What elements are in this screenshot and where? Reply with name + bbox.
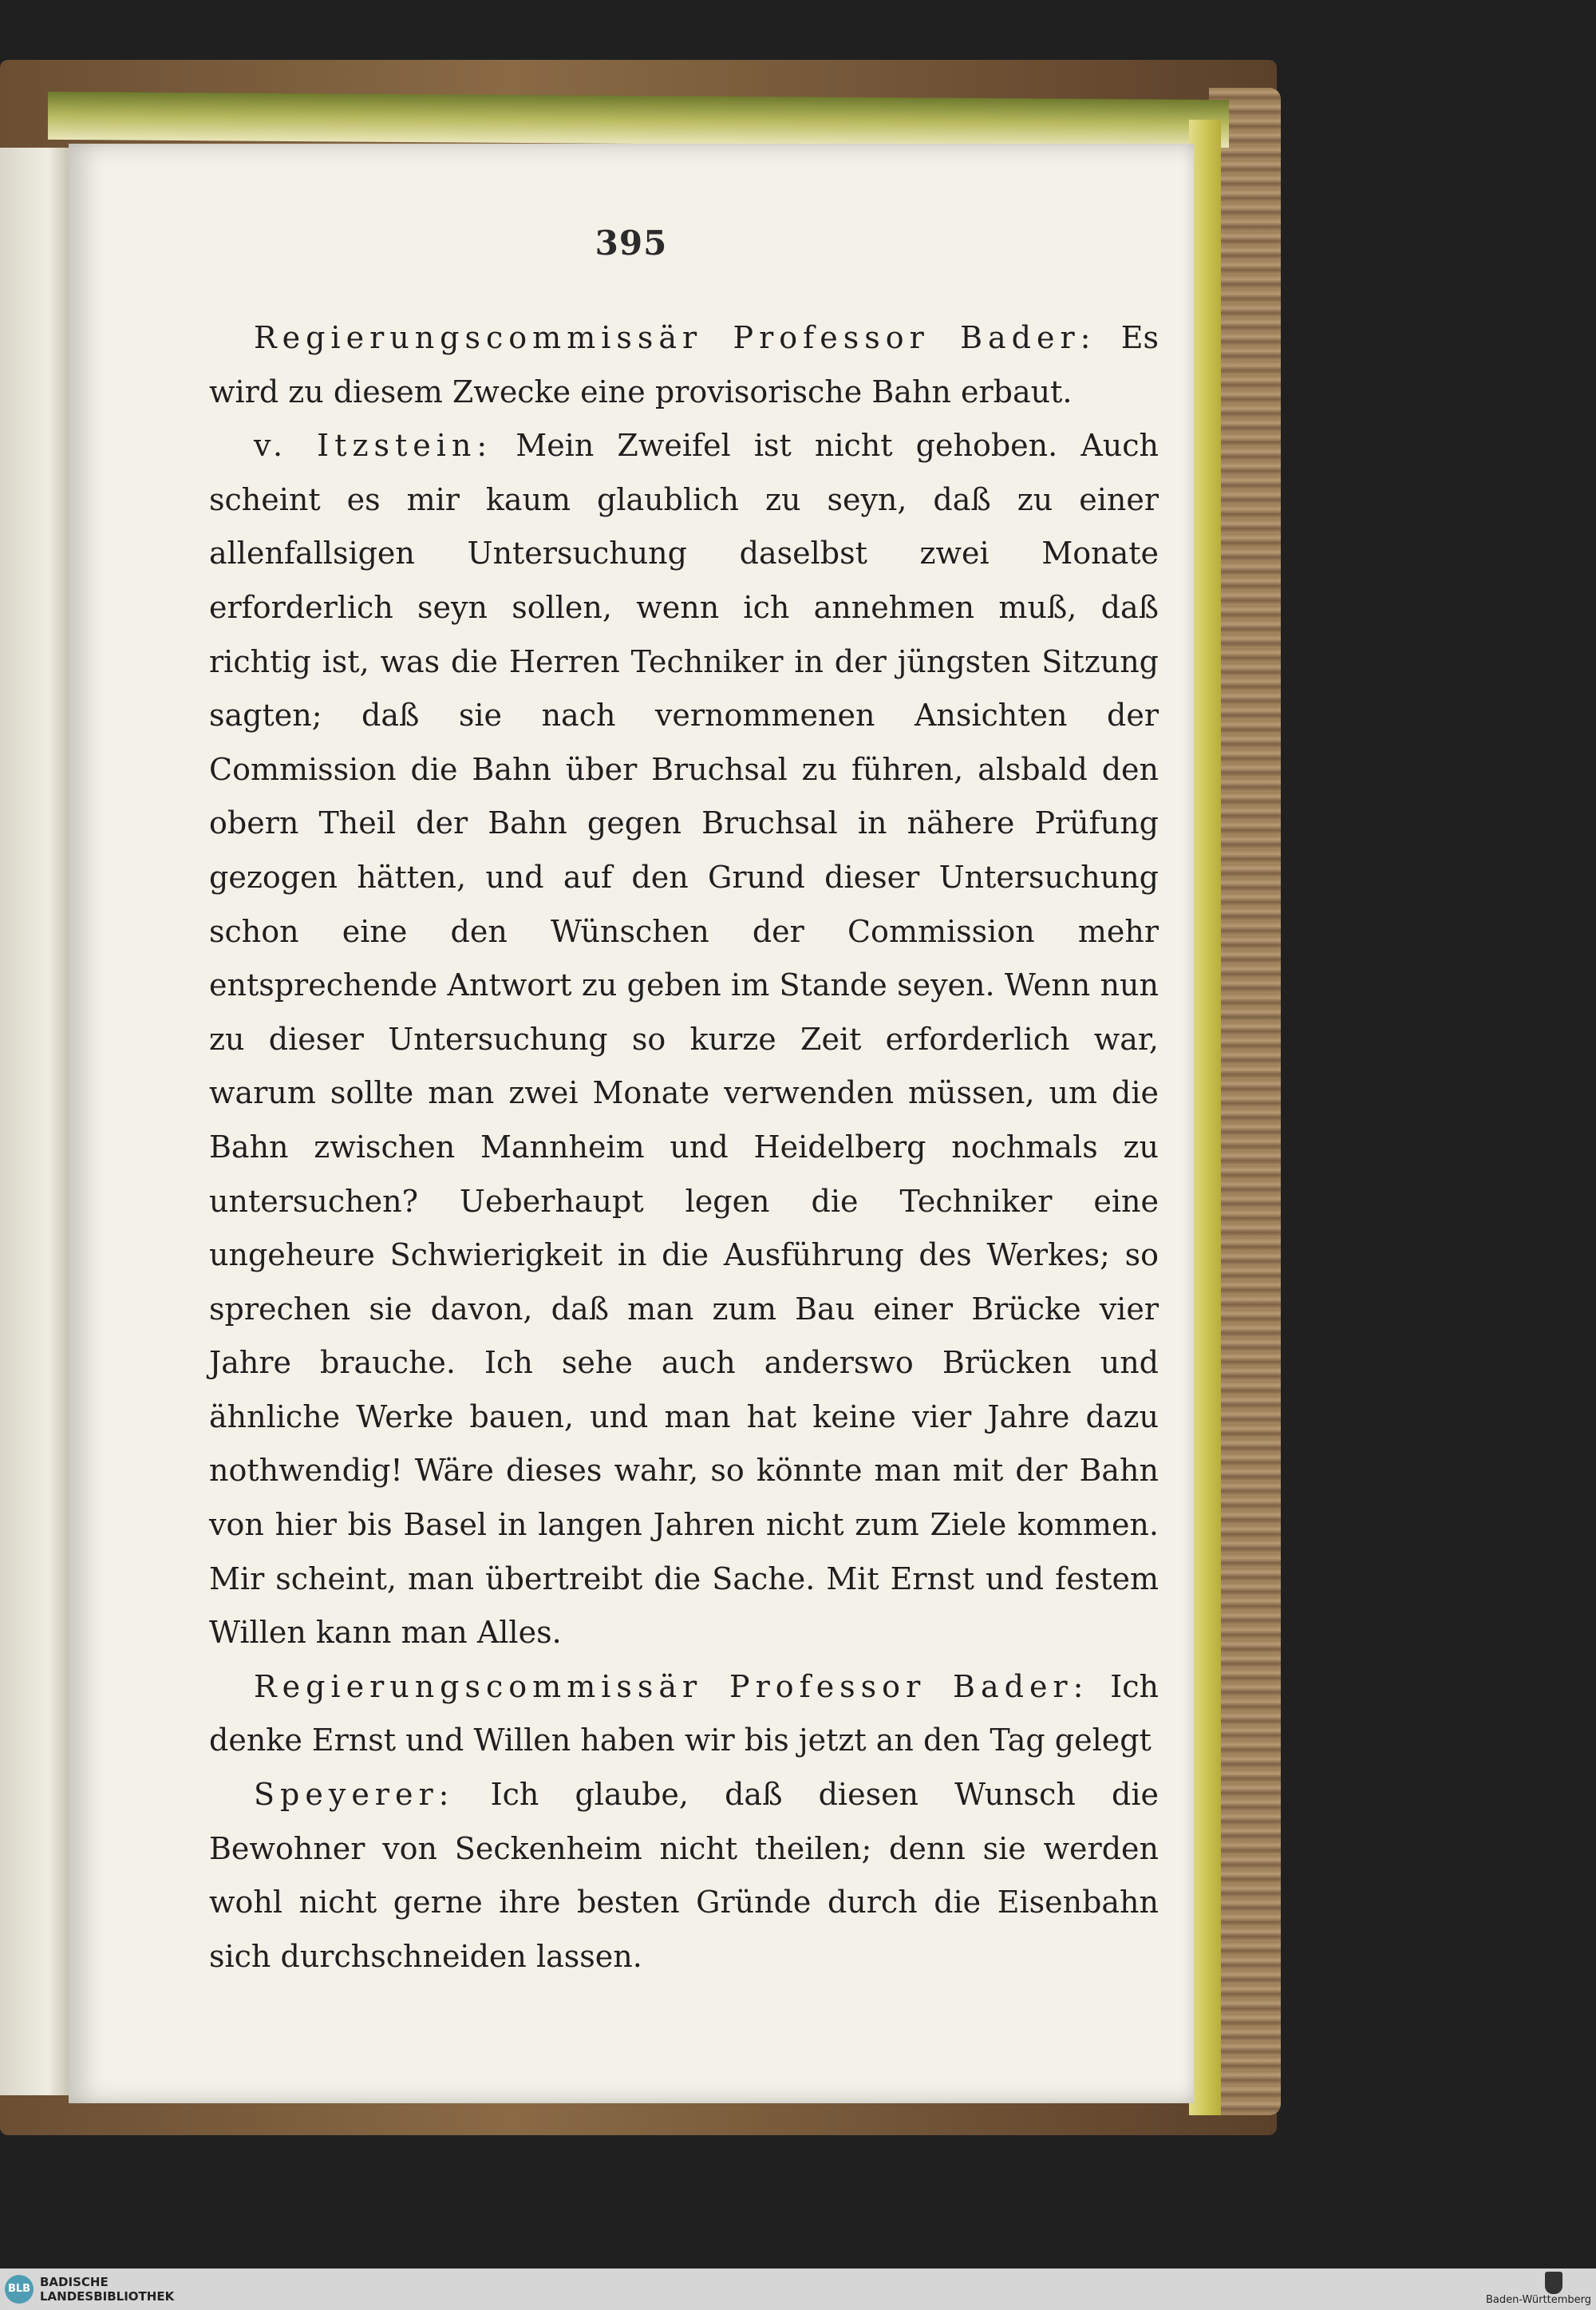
page-number: 395 xyxy=(595,223,668,263)
page-text xyxy=(209,311,1159,1984)
page-block-top-edge xyxy=(48,92,1229,148)
left-page-sliver xyxy=(0,148,69,2095)
paragraph-text: Mein Zweifel ist nicht gehoben. Auch scheint es mir kaum glaublich zu seyn, daß zu einer allenfallsigen Untersuchung daselbst zwei Monate erforderlich seyn sollen, wenn ich annehmen muß, daß richtig ist, was die Herren Techniker in der jüngsten Sitzung sagten; daß sie nach vernommenen Ansichten der Commission die Bahn über Bruchsal zu führen, alsbald den obern Theil der Bahn gegen Bruchsal in nähere Prüfung gezogen hätten, und auf den Grund dieser Untersuchung schon eine den Wünschen der Commission mehr entsprechende Antwort zu geben im Stande seyen. Wenn nun zu dieser Untersuchung so kurze Zeit erforderlich war, warum sollte man zwei Monate verwenden müssen, um die Bahn zwischen Mannheim und Heidelberg nochmals zu untersuchen? Ueberhaupt legen die Techniker eine ungeheure Schwierigkeit in die Ausführung des Werkes; so sprechen sie davon, daß man zum Bau einer Brücke vier Jahre brauche. Ich sehe auch anderswo Brücken und ähnliche Werke bauen, und man hat keine vier Jahre dazu nothwendig! Wäre dieses wahr, so könnte man mit der Bahn von hier bis Basel in langen Jahren nicht zum Ziele kommen. Mir scheint, man übertreibt die Sache. Mit Ernst und festem Willen kann man Alles. xyxy=(209,428,1159,1651)
coat-of-arms-icon xyxy=(1545,2272,1562,2294)
footer-bar xyxy=(0,2268,1596,2310)
library-name-line2: LANDESBIBLIOTHEK xyxy=(40,2289,175,2304)
speaker-name: Regierungscommissär Professor Bader: xyxy=(254,1668,1089,1704)
book-page xyxy=(69,144,1194,2103)
library-name-line1: BADISCHE xyxy=(40,2275,109,2289)
paragraph xyxy=(209,1768,1159,1984)
speaker-name: Speyerer: xyxy=(254,1777,455,1813)
speaker-name: Regierungscommissär Professor Bader: xyxy=(254,320,1096,355)
paragraph xyxy=(209,1660,1159,1768)
paragraph xyxy=(209,311,1159,419)
library-name xyxy=(40,2275,174,2304)
paragraph-text: Es wird zu diesem Zwecke eine provisorische Bahn erbaut. xyxy=(209,320,1159,409)
paragraph xyxy=(209,419,1159,1660)
paragraph-text: Ich glaube, daß diesen Wunsch die Bewohner von Seckenheim nicht theilen; denn sie werden wohl nicht gerne ihre besten Gründe durch die Eisenbahn sich durchschneiden lassen. xyxy=(209,1777,1159,1974)
paragraph-text: Ich denke Ernst und Willen haben wir bis jetzt an den Tag gelegt xyxy=(209,1668,1159,1758)
page-block-side-edge xyxy=(1189,120,1221,2115)
state-label: Baden-Württemberg xyxy=(1486,2294,1591,2306)
blb-logo-icon: BLB xyxy=(5,2275,34,2304)
speaker-name: v. Itzstein: xyxy=(254,428,493,464)
